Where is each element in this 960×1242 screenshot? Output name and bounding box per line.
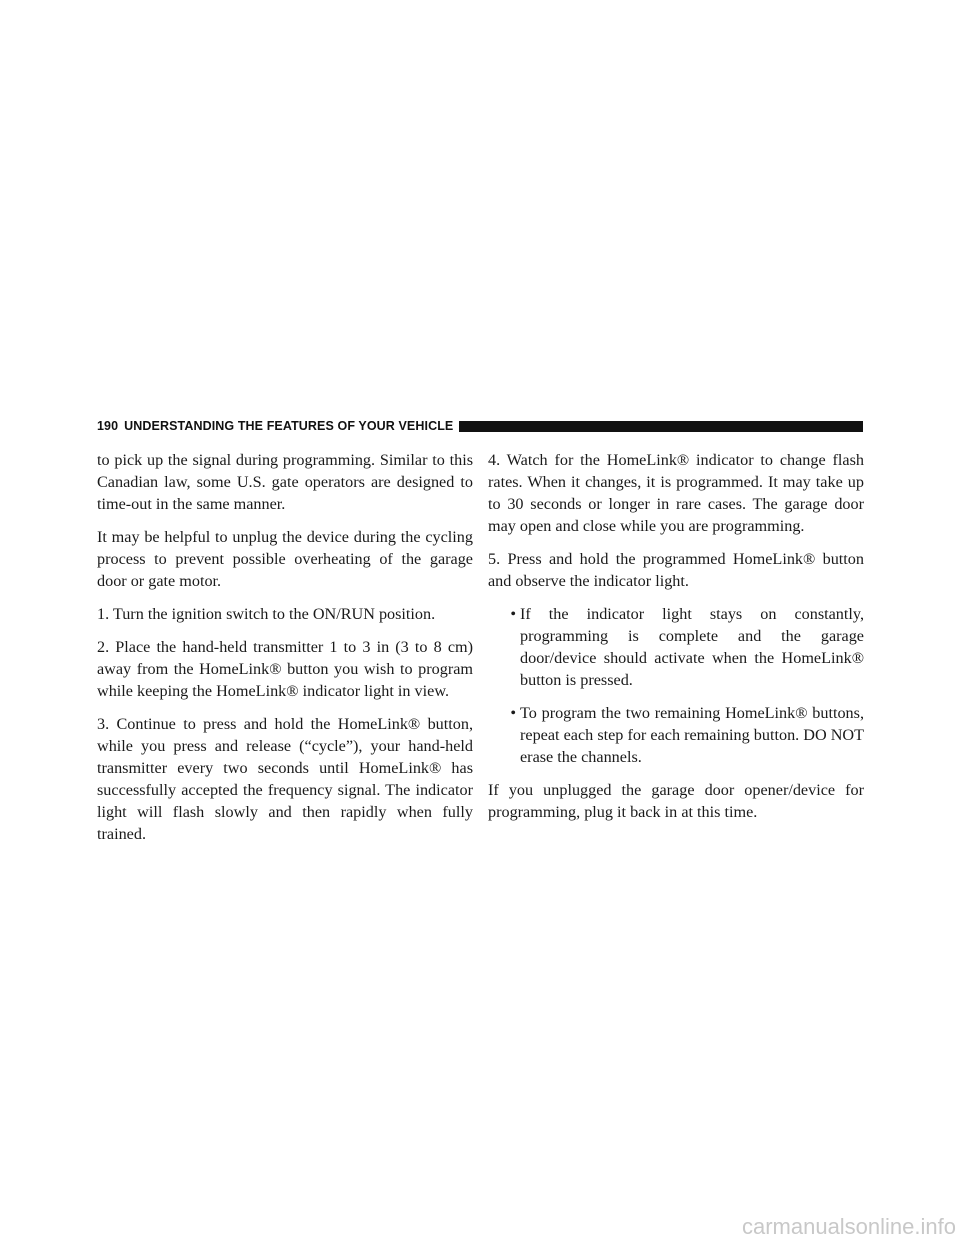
bullet-item: [488, 702, 864, 768]
watermark: carmanualsonline.info: [741, 1214, 956, 1239]
bullet-icon: •: [510, 605, 516, 623]
section-title: UNDERSTANDING THE FEATURES OF YOUR VEHICLE: [124, 419, 454, 433]
right-column: [488, 449, 864, 834]
left-column: [97, 449, 473, 856]
bullet-item: [488, 603, 864, 691]
paragraph-unplug-tip: It may be helpful to unplug the device during the cycling process to prevent possible overheating of the garage door or gate motor.: [97, 528, 473, 590]
step-3: 3. Continue to press and hold the HomeLink® button, while you press and release (“cycle”), your hand-held transmitter every two seconds until HomeLink® has successfully accepted the frequency signal. The indicator light will flash slowly and then rapidly when fully trained.: [97, 715, 473, 843]
page-header: [97, 417, 863, 435]
step-1: 1. Turn the ignition switch to the ON/RUN position.: [97, 605, 436, 623]
bullet-text: To program the two remaining HomeLink® buttons, repeat each step for each remaining button. DO NOT erase the channels.: [520, 704, 864, 766]
step-5: 5. Press and hold the programmed HomeLink® button and observe the indicator light.: [488, 550, 864, 590]
bullet-text: If the indicator light stays on constantly, programming is complete and the garage door/device should activate when the HomeLink® button is pressed.: [520, 605, 864, 689]
page-number: 190: [97, 419, 119, 433]
bullet-icon: •: [510, 704, 516, 722]
paragraph-continued: to pick up the signal during programming. Similar to this Canadian law, some U.S. gate operators are designed to time-out in the same manner.: [97, 451, 473, 513]
closing-paragraph: If you unplugged the garage door opener/device for programming, plug it back in at this time.: [488, 781, 864, 821]
step-2: 2. Place the hand-held transmitter 1 to 3 in (3 to 8 cm) away from the HomeLink® button you wish to program while keeping the HomeLink® indicator light in view.: [97, 638, 473, 700]
step-4: 4. Watch for the HomeLink® indicator to change flash rates. When it changes, it is programmed. It may take up to 30 seconds or longer in rare cases. The garage door may open and close while you are programming.: [488, 451, 864, 535]
header-rule: [459, 421, 863, 432]
